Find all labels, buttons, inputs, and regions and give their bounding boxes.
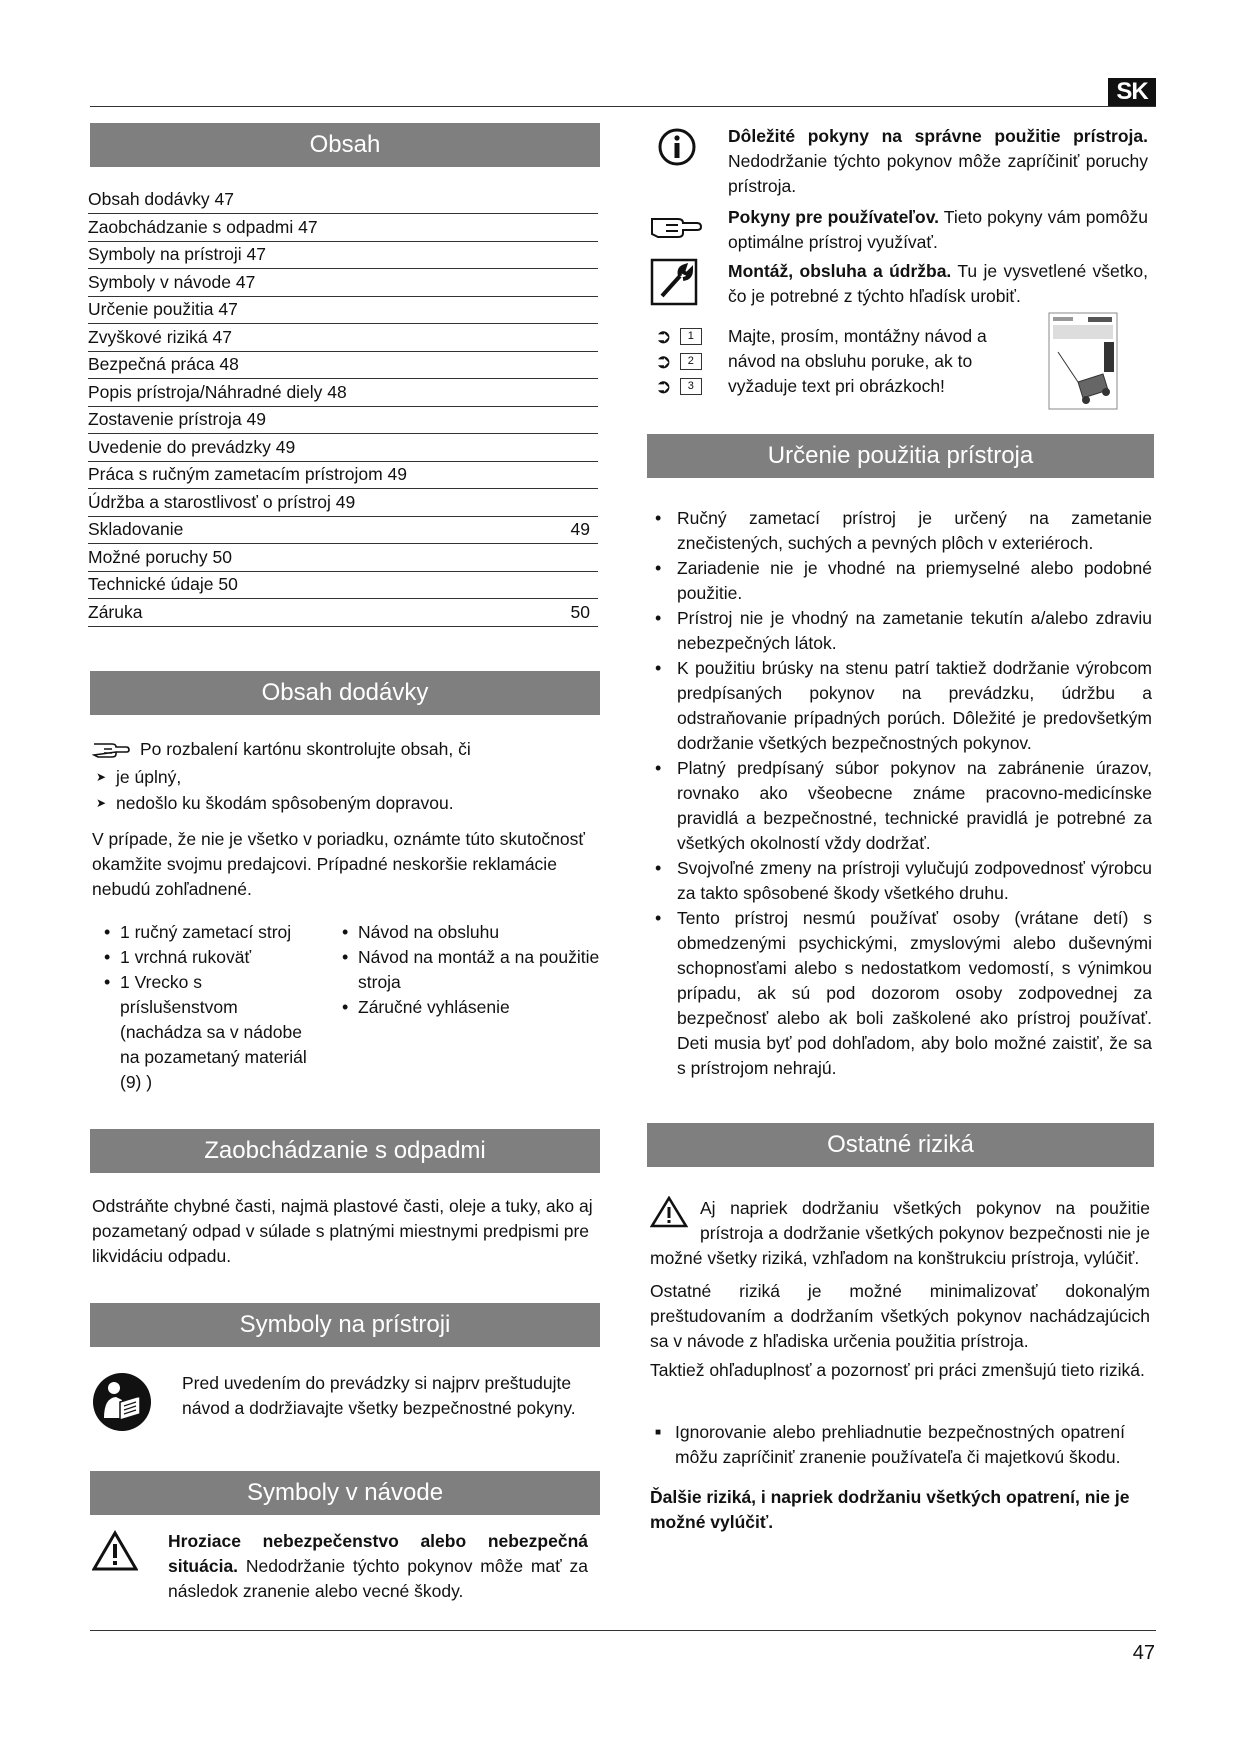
risks-p1-text: Aj napriek dodržaniu všetkých pokynov na použitie prístroja a dodržanie všetkých pokynov bezpečnosti nie je možné všetky riziká, vzhľadom na konštrukciu prístroja, vylúčiť. — [650, 1198, 1150, 1268]
toc-label: Záruka — [88, 601, 143, 622]
user-note — [728, 205, 1148, 255]
risks-final: Ďalšie riziká, i napriek dodržaniu všetkých opatrení, nie je možné vylúčiť. — [650, 1487, 1130, 1532]
risks-p3: Taktiež ohľaduplnosť a pozornosť pri práci zmenšujú tieto riziká. — [650, 1360, 1145, 1380]
header-rule — [90, 106, 1156, 107]
figure-note: Majte, prosím, montážny návod a návod na obsluhu poruke, ak to vyžaduje text pri obrázkoch! — [728, 326, 987, 396]
toc-row[interactable] — [88, 406, 598, 434]
toc-label: Skladovanie — [88, 519, 184, 539]
toc-row[interactable] — [88, 379, 598, 407]
toc-row[interactable] — [88, 516, 598, 544]
list-item: • 1 vrchná rukoväť — [100, 945, 320, 970]
section-title-symbols-manual: Symboly v návode — [90, 1471, 600, 1515]
list-item: • Platný predpísaný súbor pokynov na zabránenie úrazov, rovnako ako všeobecne známe pracovno-medicínske pravidlá a bezpečnostné, technické pravidlá je potrebné za všetkých okolností vždy dodržať. — [647, 756, 1152, 856]
list-item: • K použitiu brúsky na stenu patrí taktiež dodržanie výrobcom predpísaných pokynov na prevádzku, údržbu a odstraňovanie prípadných porúch. Dôležité je predovšetkým dodržanie všetkých bezpečnostných pokynov. — [647, 656, 1152, 756]
read-manual-icon — [92, 1372, 152, 1432]
toc-label: Bezpečná práca 48 — [88, 354, 239, 374]
delivery-note: V prípade, že nie je všetko v poriadku, oznámte túto skutočnosť okamžite svojmu predajcovi. Prípadné neskoršie reklamácie nebudú zohľadnené. — [92, 829, 585, 899]
toc-label: Údržba a starostlivosť o prístroj 49 — [88, 491, 356, 512]
section-title-waste: Zaobchádzanie s odpadmi — [90, 1129, 600, 1173]
symbols-manual-text — [168, 1529, 588, 1604]
pointing-hand-icon — [92, 740, 130, 760]
user-bold: Pokyny pre používateľov. — [728, 207, 940, 227]
check-item: ➤ nedošlo ku škodám spôsobeným dopravou. — [92, 790, 602, 816]
circle-arrow-icon: ➲ — [655, 351, 672, 373]
list-item: ■ Ignorovanie alebo prehliadnutie bezpečnostných opatrení môžu zapríčiniť zranenie používateľa či majetkovú škodu. — [645, 1420, 1125, 1470]
section-title-symbols-device: Symboly na prístroji — [90, 1303, 600, 1347]
toc-label: Symboly na prístroji 47 — [88, 244, 266, 264]
info-note — [728, 124, 1148, 199]
section-title-usage: Určenie použitia prístroja — [647, 434, 1154, 478]
toc-label: Možné poruchy 50 — [88, 546, 232, 567]
info-icon — [657, 127, 697, 167]
risks-p2: Ostatné riziká je možné minimalizovať dokonalým preštudovaním a dodržaním všetkých pokynov nachádzajúcich sa v návode z hľadiska určenia použitia prístroja. — [650, 1281, 1150, 1351]
toc-row[interactable] — [88, 296, 598, 324]
toc-row[interactable] — [88, 571, 598, 599]
list-item: • 1 ručný zametací stroj — [100, 920, 320, 945]
toc-page: 50 — [570, 601, 590, 622]
figure-number: 2 — [680, 353, 702, 370]
user-text: Tieto pokyny vám pomôžu optimálne prístroj využívať. — [728, 207, 1148, 252]
list-item: • Zariadenie nie je vhodné na priemyselné alebo podobné použitie. — [647, 556, 1152, 606]
usage-list — [647, 506, 1152, 1081]
list-item: • Tento prístroj nesmú používať osoby (vrátane detí) s obmedzenými psychickými, zmyslovými alebo duševnými schopnosťami alebo s nedostatkom vedomostí, s výnimkou prípadu, ak sú pod dozorom osoby zodpovednej za bezpečnosť alebo ak boli zaškolené ako prístroj používať. Deti musia byť pod dohľadom, aby bolo možné zaistiť, že sa s prístrojom nehrajú. — [647, 906, 1152, 1081]
wrench-icon — [650, 258, 698, 306]
toc-row[interactable] — [88, 186, 598, 214]
toc-page: 49 — [570, 519, 590, 539]
list-item: • Prístroj nie je vhodný na zametanie tekutín a/alebo zdraviu nebezpečných látok. — [647, 606, 1152, 656]
toc-row[interactable] — [88, 351, 598, 379]
risks-list — [645, 1420, 1125, 1470]
info-bold: Dôležité pokyny na správne použitie prístroja. — [728, 126, 1148, 146]
warning-triangle-icon — [650, 1196, 688, 1228]
list-item: • Záručné vyhlásenie — [338, 995, 608, 1020]
delivery-intro-text: Po rozbalení kartónu skontrolujte obsah, či — [140, 739, 471, 759]
manual-booklet-thumbnail — [1048, 312, 1118, 410]
section-title-delivery: Obsah dodávky — [90, 671, 600, 715]
figure-refs — [655, 324, 725, 399]
toc-label: Zostavenie prístroja 49 — [88, 409, 267, 429]
toc-row[interactable] — [88, 214, 598, 242]
toc-row[interactable] — [88, 599, 598, 627]
toc-row[interactable] — [88, 241, 598, 269]
toc-label: Popis prístroja/Náhradné diely 48 — [88, 381, 347, 402]
toc-row[interactable] — [88, 544, 598, 572]
toc-label: Technické údaje 50 — [88, 574, 238, 594]
toc-label: Obsah dodávky 47 — [88, 189, 234, 209]
delivery-checks — [92, 764, 602, 816]
toc-row[interactable] — [88, 461, 598, 489]
waste-text: Odstráňte chybné časti, najmä plastové časti, oleje a tuky, ako aj pozametaný odpad v súlade s platnými miestnymi predpismi pre likvidáciu odpadu. — [92, 1196, 593, 1266]
language-badge: SK — [1108, 78, 1156, 106]
delivery-intro — [92, 737, 602, 762]
section-title-risks: Ostatné riziká — [647, 1123, 1154, 1167]
figure-number: 1 — [680, 328, 702, 345]
toc-row[interactable] — [88, 269, 598, 297]
toc-label: Práca s ručným zametacím prístrojom 49 — [88, 464, 407, 484]
warning-triangle-icon — [92, 1530, 138, 1572]
list-item: • Návod na obsluhu — [338, 920, 608, 945]
list-item: • Ručný zametací prístroj je určený na zametanie znečistených, suchých a pevných plôch v exteriéroch. — [647, 506, 1152, 556]
check-item: ➤ je úplný, — [92, 764, 602, 790]
list-item: • 1 Vrecko s príslušenstvom (nachádza sa v nádobe na pozametaný materiál (9) ) — [100, 970, 320, 1095]
figure-number: 3 — [680, 378, 702, 395]
danger-text: Nedodržanie týchto pokynov môže mať za následok zranenie alebo vecné škody. — [168, 1556, 588, 1601]
toc-label: Symboly v návode 47 — [88, 271, 256, 292]
delivery-items-left — [100, 920, 320, 1095]
list-item: • Návod na montáž a na použitie stroja — [338, 945, 608, 995]
info-text: Nedodržanie týchto pokynov môže zapríčiniť poruchy prístroja. — [728, 151, 1148, 196]
toc-label: Zvyškové riziká 47 — [88, 326, 232, 347]
tool-note — [728, 259, 1148, 309]
tool-text: Tu je vysvetlené všetko, čo je potrebné z týchto hľadísk urobiť. — [728, 261, 1148, 306]
toc-label: Uvedenie do prevádzky 49 — [88, 436, 296, 457]
list-item: • Svojvoľné zmeny na prístroji vylučujú zodpovednosť výrobcu za takto spôsobené škody všetkého druhu. — [647, 856, 1152, 906]
delivery-items-right — [338, 920, 608, 1020]
tool-bold: Montáž, obsluha a údržba. — [728, 261, 952, 281]
pointing-hand-icon — [650, 213, 702, 241]
section-title-toc: Obsah — [90, 123, 600, 167]
circle-arrow-icon: ➲ — [655, 326, 672, 348]
page-number: 47 — [1132, 1642, 1155, 1664]
toc-row[interactable] — [88, 434, 598, 462]
symbols-device-text: Pred uvedením do prevádzky si najprv preštudujte návod a dodržiavajte všetky bezpečnostné pokyny. — [182, 1373, 576, 1418]
footer-rule — [90, 1630, 1156, 1631]
toc-row[interactable] — [88, 489, 598, 517]
toc-row[interactable] — [88, 324, 598, 352]
danger-bold: Hroziace nebezpečenstvo alebo nebezpečná situácia. — [168, 1531, 588, 1576]
toc-label: Určenie použitia 47 — [88, 299, 238, 319]
risks-p1 — [650, 1196, 1150, 1271]
circle-arrow-icon: ➲ — [655, 376, 672, 398]
toc-label: Zaobchádzanie s odpadmi 47 — [88, 216, 318, 237]
